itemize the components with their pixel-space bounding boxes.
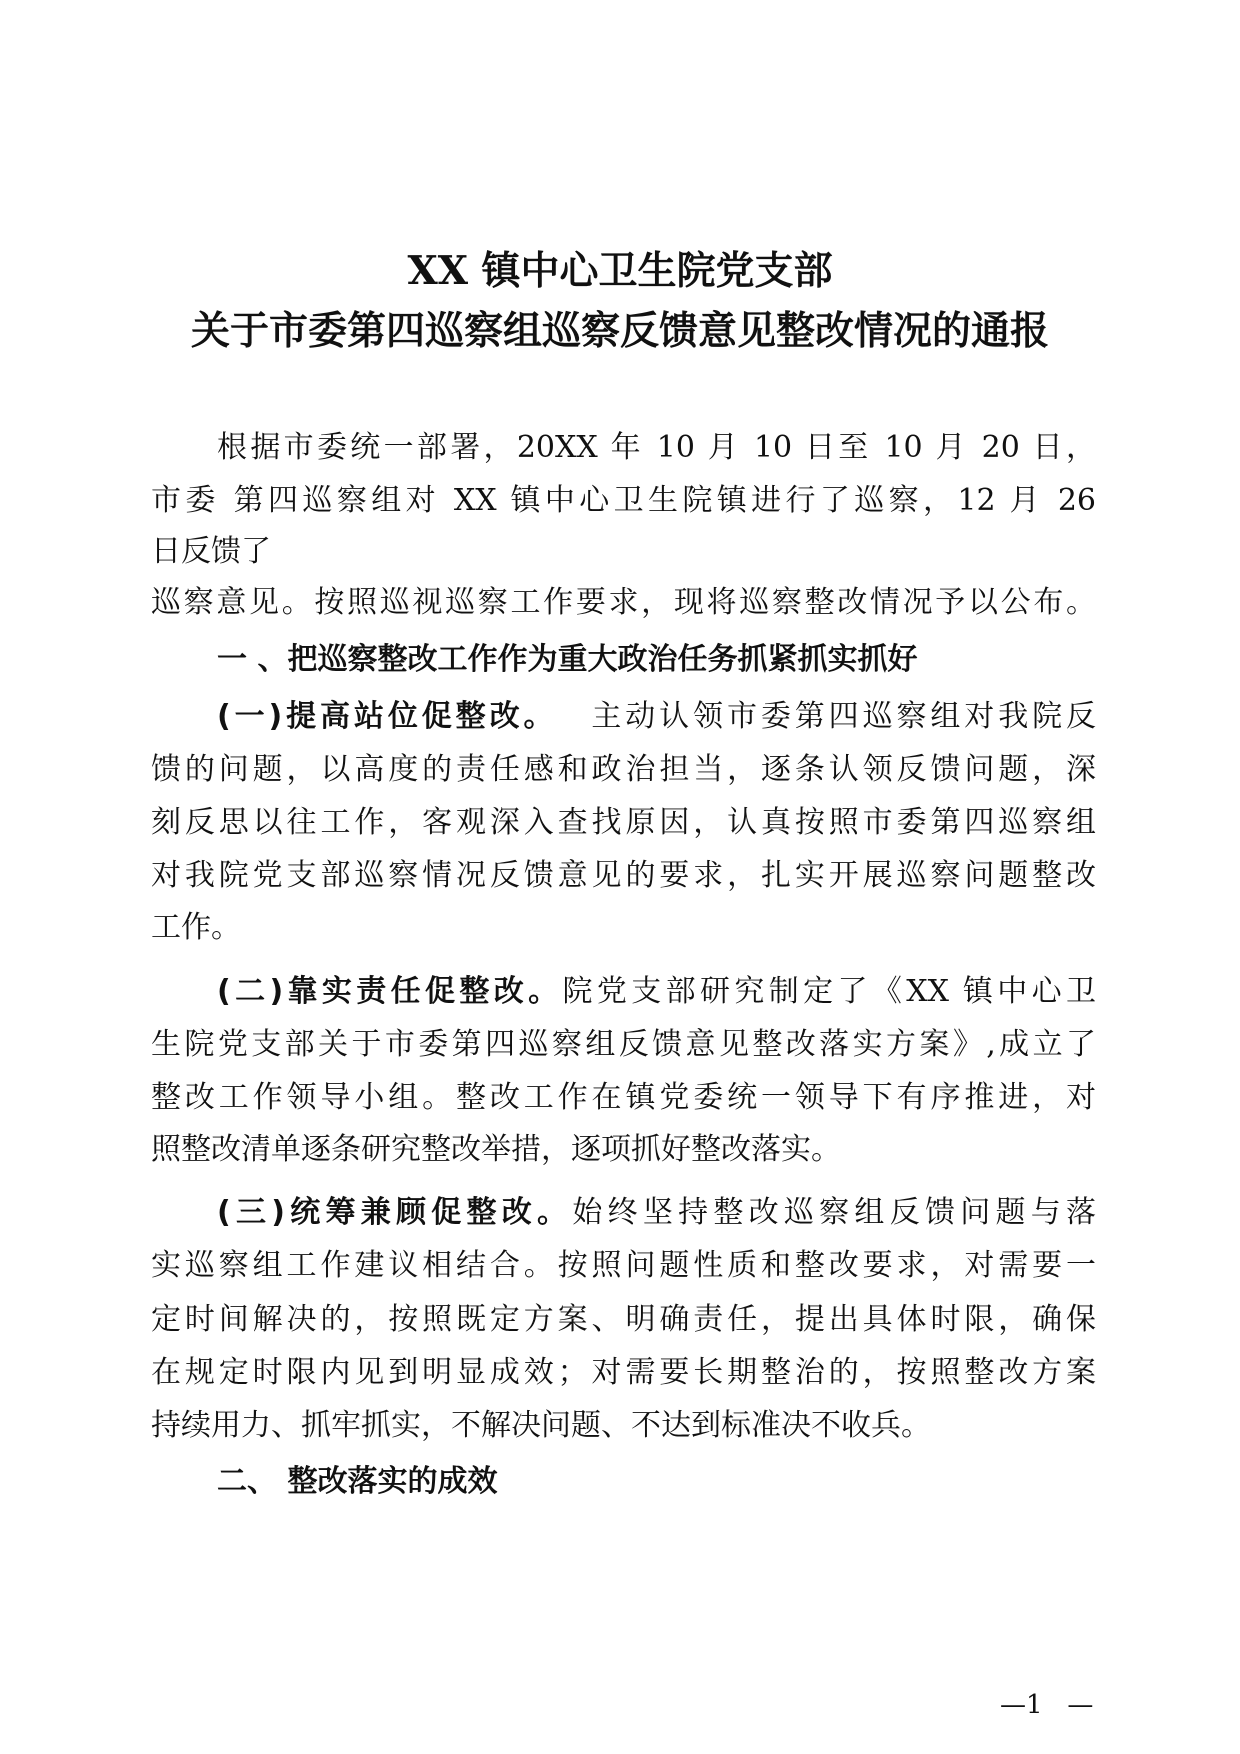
item-3-line-1 xyxy=(151,1193,1096,1233)
item-3-line-3: 定时间解决的，按照既定方案、明确责任，提出具体时限，确保 xyxy=(151,1302,1096,1337)
item-2-line-1 xyxy=(151,972,1096,1012)
item-2-line-2: 生院党支部关于市委第四巡察组反馈意见整改落实方案》,成立了 xyxy=(151,1027,1096,1062)
document-title-line-1: XX 镇中心卫生院党支部 xyxy=(407,248,833,294)
item-1-line-5: 工作。 xyxy=(151,910,241,945)
item-1-line-3: 刻反思以往工作，客观深入查找原因，认真按照市委第四巡察组 xyxy=(151,805,1096,840)
item-3-label: (三)统筹兼顾促整改。 xyxy=(217,1195,573,1230)
item-2-label: (二)靠实责任促整改。 xyxy=(217,974,563,1009)
section-1-heading: 一 、把巡察整改工作作为重大政治任务抓紧抓实抓好 xyxy=(217,642,918,677)
item-3-line-5: 持续用力、抓牢抓实，不解决问题、不达到标准决不收兵。 xyxy=(151,1408,931,1443)
item-1-text-1: 主动认领市委第四巡察组对我院反 xyxy=(587,699,1097,734)
item-1-line-2: 馈的问题，以高度的责任感和政治担当，逐条认领反馈问题，深 xyxy=(151,752,1096,787)
intro-line-3: 日反馈了 xyxy=(151,534,271,569)
item-3-line-4: 在规定时限内见到明显成效；对需要长期整治的，按照整改方案 xyxy=(151,1355,1096,1390)
intro-line-4: 巡察意见。按照巡视巡察工作要求，现将巡察整改情况予以公布。 xyxy=(151,585,1096,620)
item-1-line-4: 对我院党支部巡察情况反馈意见的要求，扎实开展巡察问题整改 xyxy=(151,858,1096,893)
item-2-line-4: 照整改清单逐条研究整改举措，逐项抓好整改落实。 xyxy=(151,1132,841,1167)
item-3-text-1: 始终坚持整改巡察组反馈问题与落 xyxy=(572,1195,1097,1230)
page-number: —1 — xyxy=(1000,1690,1094,1720)
item-3-line-2: 实巡察组工作建议相结合。按照问题性质和整改要求，对需要一 xyxy=(151,1248,1096,1283)
item-1-label: (一)提高站位促整改。 xyxy=(217,699,558,734)
document-title-line-2: 关于市委第四巡察组巡察反馈意见整改情况的通报 xyxy=(190,308,1049,354)
item-2-line-3: 整改工作领导小组。整改工作在镇党委统一领导下有序推进，对 xyxy=(151,1080,1096,1115)
intro-line-1: 根据市委统一部署，20XX 年 10 月 10 日至 10 月 20 日， xyxy=(217,430,1096,465)
intro-line-2: 市委 第四巡察组对 XX 镇中心卫生院镇进行了巡察，12 月 26 xyxy=(151,483,1096,518)
item-1-line-1 xyxy=(151,697,1096,737)
section-2-heading: 二、 整改落实的成效 xyxy=(217,1464,498,1499)
item-2-text-1: 院党支部研究制定了《XX 镇中心卫 xyxy=(562,974,1096,1009)
